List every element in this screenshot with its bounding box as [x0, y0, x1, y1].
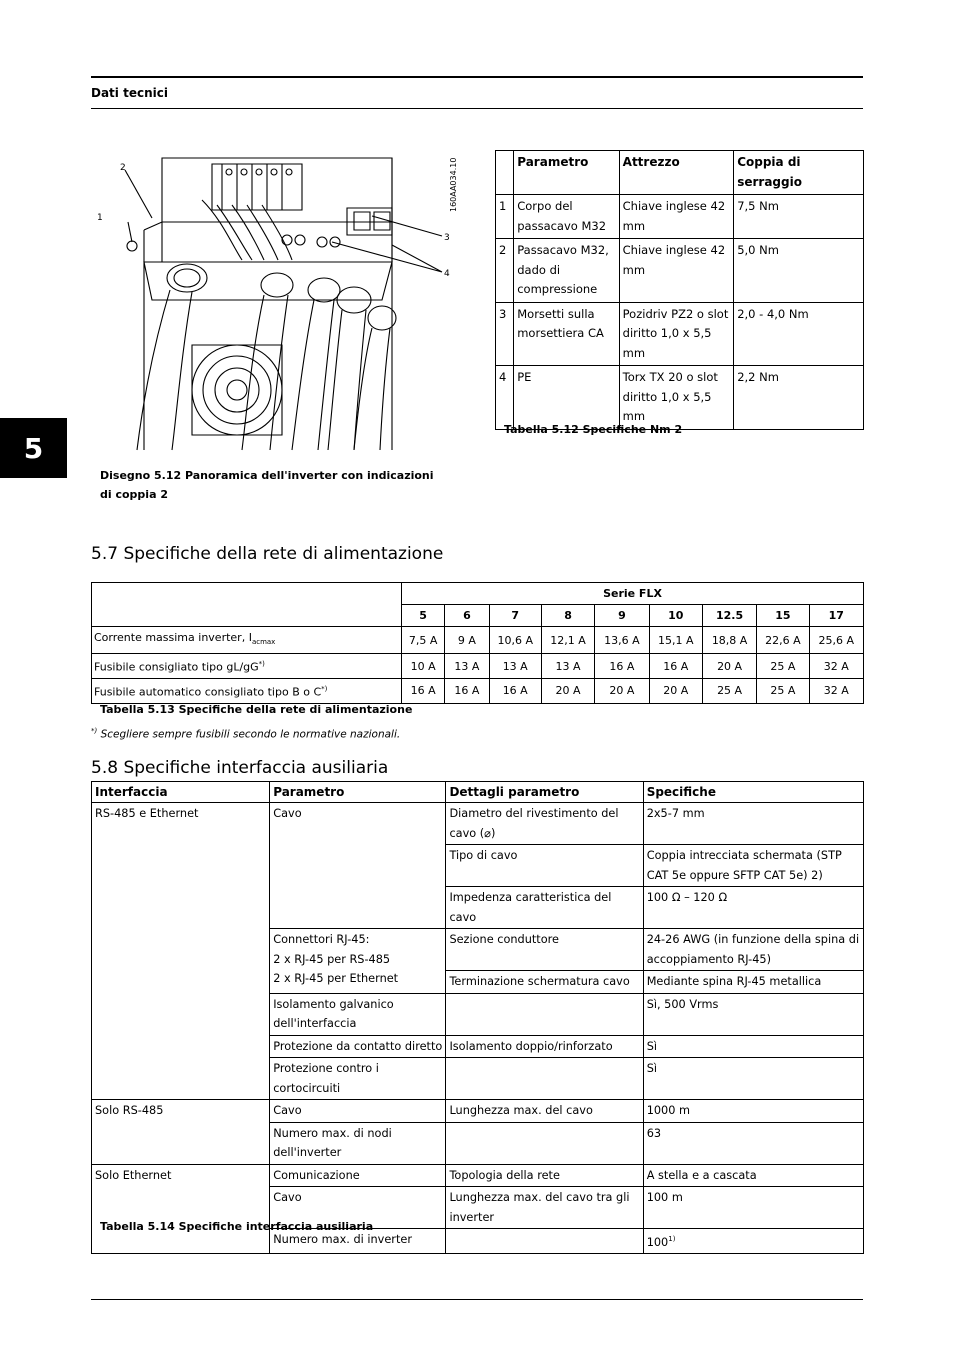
table-row: Isolamento galvanico dell'interfaccia Sì, 500 Vrms	[92, 993, 864, 1035]
col-header-attrezzo: Attrezzo	[619, 151, 734, 195]
torque-table-header	[496, 151, 864, 195]
col-header-interfaccia: Interfaccia	[92, 782, 270, 803]
table-row: Connettori RJ-45: 2 x RJ-45 per RS-485 2 x RJ-45 per Ethernet Sezione conduttore 24-26 AWG (in funzione della spina di accoppiamento RJ-45)	[92, 929, 864, 971]
col-header-parametro: Parametro	[270, 782, 446, 803]
col-header-dettagli: Dettagli parametro	[446, 782, 643, 803]
col-header-num	[496, 151, 514, 195]
section-title-5-8: 5.8 Specifiche interfaccia ausiliaria	[91, 758, 389, 778]
callout-4: 4	[444, 269, 450, 279]
callout-3: 3	[444, 233, 450, 243]
section-title-5-7: 5.7 Specifiche della rete di alimentazione	[91, 544, 444, 564]
running-header: Dati tecnici	[91, 86, 168, 100]
figure-caption: Disegno 5.12 Panoramica dell'inverter con indicazioni di coppia 2	[100, 469, 434, 501]
footer-rule	[91, 1299, 863, 1300]
header-top-rule	[91, 76, 863, 78]
table-row: Cavo Lunghezza max. del cavo tra gli inverter 100 m	[92, 1187, 864, 1229]
inverter-drawing	[92, 150, 470, 460]
table-row: Corrente massima inverter, $I_{acmax}$ 7,5 A 9 A 10,6 A 12,1 A 13,6 A 15,1 A 18,8 A 22,6 A 25,6 A	[92, 627, 864, 654]
table-row: Fusibile consigliato tipo gL/gG*) 10 A 13 A 13 A 13 A 16 A 16 A 20 A 25 A 32 A	[92, 654, 864, 679]
aux-table-caption: Tabella 5.14 Specifiche interfaccia ausiliaria	[100, 1220, 374, 1233]
col-header-parametro: Parametro	[514, 151, 619, 195]
table-row: Solo RS-485 Cavo Lunghezza max. del cavo 1000 m	[92, 1100, 864, 1123]
callout-1: 1	[97, 213, 103, 223]
mains-table-caption: Tabella 5.13 Specifiche della rete di alimentazione	[100, 703, 413, 716]
series-header: Serie FLX	[402, 583, 864, 605]
table-row: Protezione da contatto diretto Isolamento doppio/rinforzato Sì	[92, 1035, 864, 1058]
table-row: RS-485 e Ethernet Cavo Diametro del rivestimento del cavo (⌀) 2x5-7 mm	[92, 803, 864, 845]
torque-table-caption: Tabella 5.12 Specifiche Nm 2	[504, 423, 683, 436]
table-row: 3 Morsetti sulla morsettiera CA Pozidriv PZ2 o slot diritto 1,0 x 5,5 mm 2,0 - 4,0 Nm	[496, 302, 864, 366]
col-header-specifiche: Specifiche	[643, 782, 863, 803]
table-row: 4 PE Torx TX 20 o slot diritto 1,0 x 5,5 mm 2,2 Nm	[496, 366, 864, 430]
mains-table	[91, 582, 864, 704]
table-row: Protezione contro i cortocircuiti Sì	[92, 1058, 864, 1100]
table-row: Numero max. di inverter 100$^{1)}$	[92, 1229, 864, 1254]
table-row: Solo Ethernet Comunicazione Topologia della rete A stella e a cascata	[92, 1164, 864, 1187]
aux-table-header	[92, 782, 864, 803]
table-row: Terminazione schermatura cavo Mediante spina RJ-45 metallica	[92, 971, 864, 994]
table-row: Numero max. di nodi dell'inverter 63	[92, 1122, 864, 1164]
aux-table	[91, 781, 864, 1254]
chapter-tab: 5	[0, 418, 67, 478]
table-row: 2 Passacavo M32, dado di compressione Chiave inglese 42 mm 5,0 Nm	[496, 239, 864, 303]
header-bottom-rule	[91, 108, 863, 109]
figure-id-label: 160AA034.10	[449, 157, 458, 212]
mains-footnote: *) Scegliere sempre fusibili secondo le normative nazionali.	[91, 727, 401, 741]
callout-2: 2	[120, 163, 126, 173]
table-row: Impedenza caratteristica del cavo 100 Ω – 120 Ω	[92, 887, 864, 929]
torque-table	[495, 150, 864, 430]
table-row: Tipo di cavo Coppia intrecciata schermata (STP CAT 5e oppure SFTP CAT 5e) 2)	[92, 845, 864, 887]
models-row: 5 6 7 8 9 10 12.5 15 17	[92, 605, 864, 627]
table-row: Fusibile automatico consigliato tipo B o C*) 16 A 16 A 16 A 20 A 20 A 20 A 25 A 25 A 32 A	[92, 678, 864, 703]
table-row: 1 Corpo del passacavo M32 Chiave inglese 42 mm 7,5 Nm	[496, 195, 864, 239]
col-header-coppia: Coppia di serraggio	[734, 151, 864, 195]
